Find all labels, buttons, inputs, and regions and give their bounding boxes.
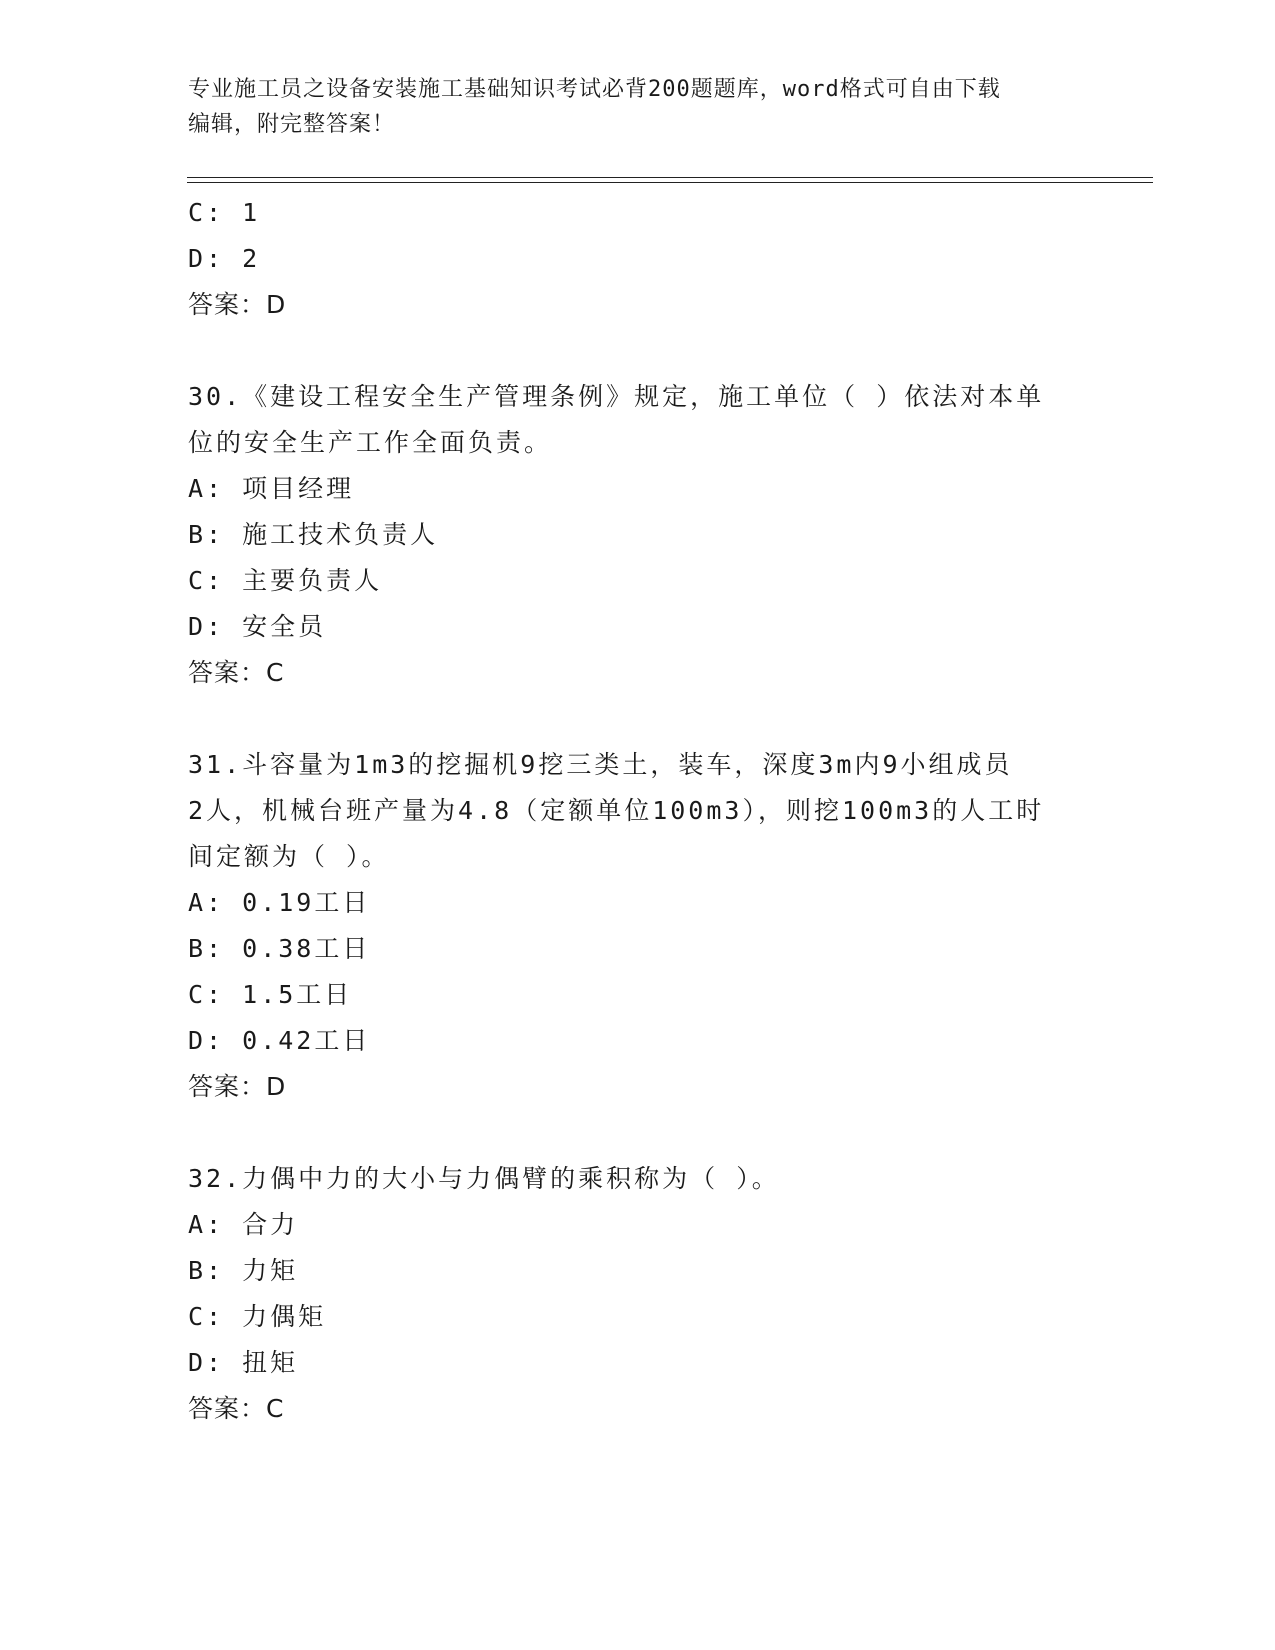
document-header (188, 72, 1088, 142)
header-rule-top (187, 177, 1153, 178)
question-text-line: 2人，机械台班产量为4.8（定额单位100m3），则挖100m3的人工时 (188, 796, 1045, 825)
answer-line: 答案：C (188, 658, 285, 687)
option-b: B: 力矩 (188, 1256, 299, 1285)
option-c: C: 1.5工日 (188, 980, 353, 1009)
question-text-line: 间定额为（ ）。 (188, 842, 390, 871)
header-rule-bottom (187, 182, 1153, 183)
spacer (188, 696, 1088, 742)
option-d: D: 0.42工日 (188, 1026, 371, 1055)
option-d: D: 2 (188, 244, 261, 273)
option-a: A: 项目经理 (188, 474, 355, 503)
option-d: D: 安全员 (188, 612, 327, 641)
question-block-32 (188, 1156, 1088, 1432)
option-c: C: 1 (188, 198, 261, 227)
question-list (188, 190, 1088, 1432)
question-block-29 (188, 190, 1088, 328)
question-block-30 (188, 374, 1088, 696)
spacer (188, 328, 1088, 374)
option-b: B: 0.38工日 (188, 934, 371, 963)
question-text-line: 31.斗容量为1m3的挖掘机9挖三类土，装车，深度3m内9小组成员 (188, 750, 1013, 779)
answer-line: 答案：D (188, 290, 287, 319)
option-a: A: 合力 (188, 1210, 299, 1239)
option-c: C: 力偶矩 (188, 1302, 327, 1331)
spacer (188, 1110, 1088, 1156)
header-title-line-2: 编辑，附完整答案！ (188, 112, 396, 137)
question-text-line: 32.力偶中力的大小与力偶臂的乘积称为（ ）。 (188, 1164, 780, 1193)
option-d: D: 扭矩 (188, 1348, 299, 1377)
header-title-line-1: 专业施工员之设备安装施工基础知识考试必背200题题库，word格式可自由下载 (188, 77, 1001, 102)
option-a: A: 0.19工日 (188, 888, 371, 917)
answer-line: 答案：C (188, 1394, 285, 1423)
option-c: C: 主要负责人 (188, 566, 383, 595)
answer-line: 答案：D (188, 1072, 287, 1101)
question-text-line: 30.《建设工程安全生产管理条例》规定，施工单位（ ）依法对本单 (188, 382, 1045, 411)
option-b: B: 施工技术负责人 (188, 520, 439, 549)
question-text-line: 位的安全生产工作全面负责。 (188, 428, 553, 457)
question-block-31 (188, 742, 1088, 1110)
